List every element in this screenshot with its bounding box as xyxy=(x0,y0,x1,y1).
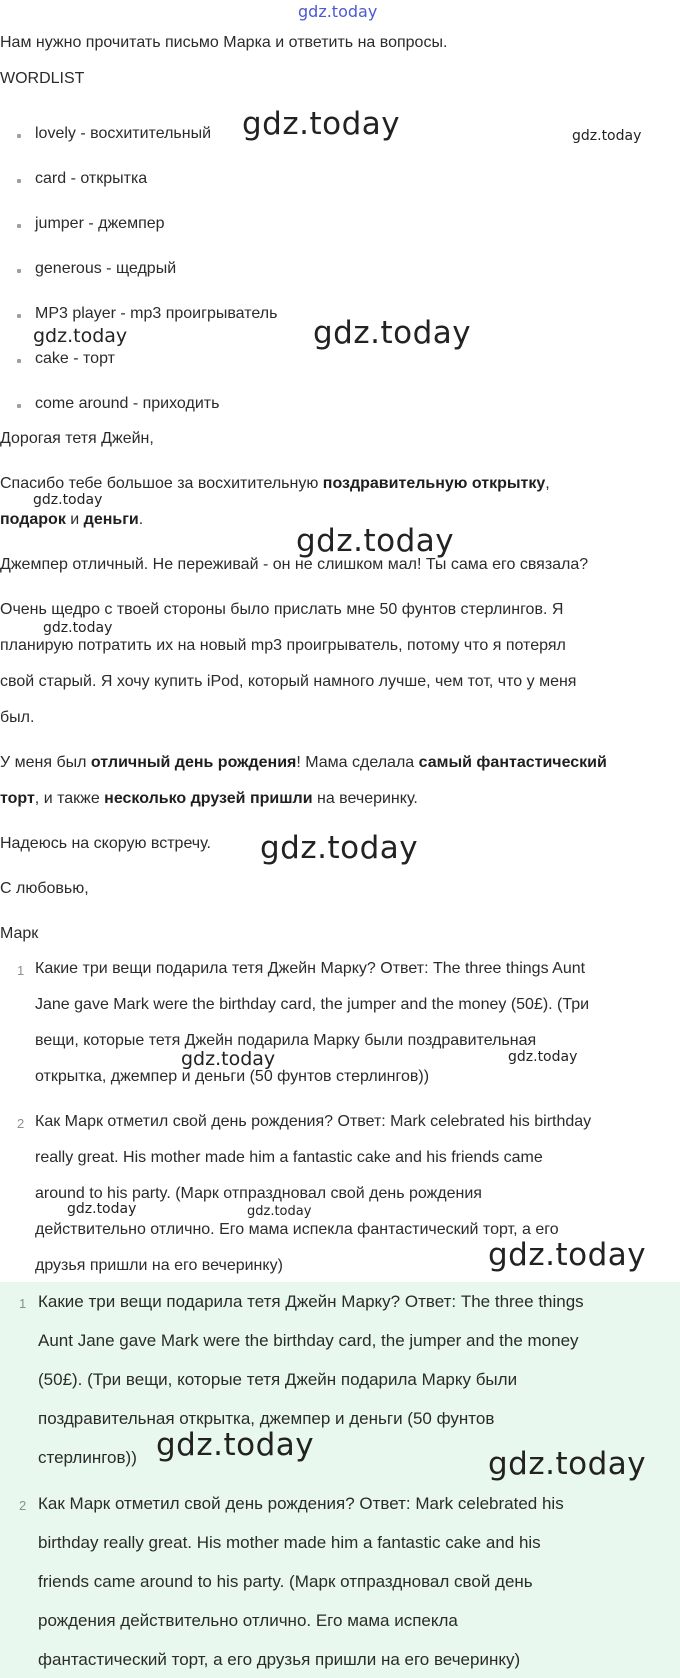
watermark: gdz.today xyxy=(260,830,419,866)
watermark: gdz.today xyxy=(33,492,103,508)
answer-line: birthday really great. His mother made him a fantastic cake and his xyxy=(38,1533,541,1552)
answer-line: открытка, джемпер и деньги (50 фунтов стерлингов)) xyxy=(35,1068,430,1085)
text-span: на вечеринку. xyxy=(312,790,418,807)
answer-line: around to his party. (Марк отпраздновал свой день рождения xyxy=(35,1185,482,1202)
watermark: gdz.today xyxy=(488,1446,647,1482)
bullet-icon xyxy=(17,359,21,363)
watermark: gdz.today xyxy=(508,1049,578,1065)
intro-text: Нам нужно прочитать письмо Марка и ответить на вопросы. xyxy=(0,34,448,51)
letter-line: планирую потратить их на новый mp3 проигрыватель, потому что я потерял xyxy=(0,637,566,654)
answer-number: 2 xyxy=(19,1498,27,1513)
letter-signature: Марк xyxy=(0,925,39,942)
wordlist-title: WORDLIST xyxy=(0,70,85,87)
watermark: gdz.today xyxy=(43,620,113,636)
watermark: gdz.today xyxy=(67,1201,137,1217)
watermark: gdz.today xyxy=(488,1237,647,1273)
answer-line: друзья пришли на его вечеринку) xyxy=(35,1257,283,1274)
answer-line: friends came around to his party. (Марк отпраздновал свой день xyxy=(38,1572,533,1591)
letter-paragraph: Надеюсь на скорую встречу. xyxy=(0,835,211,852)
bullet-icon xyxy=(17,269,21,273)
list-item-text: generous - щедрый xyxy=(35,260,177,277)
watermark: gdz.today xyxy=(572,128,642,144)
bold-text: подарок xyxy=(0,511,66,528)
text-span: и xyxy=(65,511,84,528)
answer-line: действительно отлично. Его мама испекла фантастический торт, а его xyxy=(35,1221,559,1238)
watermark: gdz.today xyxy=(242,106,401,142)
bullet-icon xyxy=(17,314,21,318)
watermark: gdz.today xyxy=(247,1204,312,1219)
answer-line: Какие три вещи подарила тетя Джейн Марку? Ответ: The three things xyxy=(38,1292,584,1311)
letter-greeting: Дорогая тетя Джейн, xyxy=(0,430,154,447)
answer-line: Как Марк отметил свой день рождения? Ответ: Mark celebrated his birthday xyxy=(35,1113,592,1130)
bold-text: деньги xyxy=(83,511,139,528)
text-span: . xyxy=(138,511,144,528)
list-item-text: cake - торт xyxy=(35,350,115,367)
list-item-text: MP3 player - mp3 проигрыватель xyxy=(35,305,278,322)
answer-line: вещи, которые тетя Джейн подарила Марку были поздравительная xyxy=(35,1032,537,1049)
answer-line: (50£). (Три вещи, которые тетя Джейн подарила Марку были xyxy=(38,1370,518,1389)
bold-text: поздравительную открытку xyxy=(322,475,546,492)
letter-paragraph xyxy=(0,475,550,493)
list-item-text: jumper - джемпер xyxy=(35,215,165,232)
answer-line: рождения действительно отлично. Его мама испекла xyxy=(38,1611,458,1630)
answer-number: 2 xyxy=(17,1116,25,1131)
letter-paragraph-cont xyxy=(0,790,418,808)
bold-text: отличный день рождения xyxy=(90,754,297,771)
answer-line: Какие три вещи подарила тетя Джейн Марку? Ответ: The three things Aunt xyxy=(35,960,586,977)
bullet-icon xyxy=(17,224,21,228)
answer-line: Aunt Jane gave Mark were the birthday card, the jumper and the money xyxy=(38,1331,579,1350)
letter-paragraph xyxy=(0,754,607,772)
text-span: ! Мама сделала xyxy=(296,754,419,771)
answer-number: 1 xyxy=(17,963,25,978)
bullet-icon xyxy=(17,134,21,138)
text-span: , xyxy=(545,475,550,492)
answer-line: Как Марк отметил свой день рождения? Ответ: Mark celebrated his xyxy=(38,1494,564,1513)
letter-line: был. xyxy=(0,709,35,726)
watermark: gdz.today xyxy=(156,1427,315,1463)
bold-text: несколько друзей пришли xyxy=(104,790,313,807)
letter-line: Очень щедро с твоей стороны было прислать мне 50 фунтов стерлингов. Я xyxy=(0,601,564,618)
watermark: gdz.today xyxy=(313,315,472,351)
letter-line: свой старый. Я хочу купить iPod, который намного лучше, чем тот, что у меня xyxy=(0,673,577,690)
answer-line: Jane gave Mark were the birthday card, the jumper and the money (50£). (Три xyxy=(35,996,590,1013)
bullet-icon xyxy=(17,179,21,183)
list-item-text: come around - приходить xyxy=(35,395,220,412)
letter-paragraph-cont xyxy=(0,511,143,529)
bold-text: самый фантастический xyxy=(418,754,607,771)
text-span: , и также xyxy=(34,790,105,807)
text-span: У меня был xyxy=(0,754,91,771)
answer-line: стерлингов)) xyxy=(38,1448,137,1467)
watermark: gdz.today xyxy=(33,325,128,347)
answer-line: фантастический торт, а его друзья пришли на его вечеринку) xyxy=(38,1650,521,1669)
letter-closing: С любовью, xyxy=(0,880,89,897)
answer-line: really great. His mother made him a fantastic cake and his friends came xyxy=(35,1149,543,1166)
list-item-text: card - открытка xyxy=(35,170,148,187)
bold-text: торт xyxy=(0,790,35,807)
bullet-icon xyxy=(17,404,21,408)
watermark: gdz.today xyxy=(181,1048,276,1070)
answer-line: поздравительная открытка, джемпер и деньги (50 фунтов xyxy=(38,1409,495,1428)
text-span: Спасибо тебе большое за восхитительную xyxy=(0,475,323,492)
letter-paragraph: Джемпер отличный. Не переживай - он не слишком мал! Ты сама его связала? xyxy=(0,556,589,573)
answer-number: 1 xyxy=(19,1296,27,1311)
list-item-text: lovely - восхитительный xyxy=(35,125,212,142)
watermark: gdz.today xyxy=(296,523,455,559)
top-watermark: gdz.today xyxy=(298,2,378,21)
